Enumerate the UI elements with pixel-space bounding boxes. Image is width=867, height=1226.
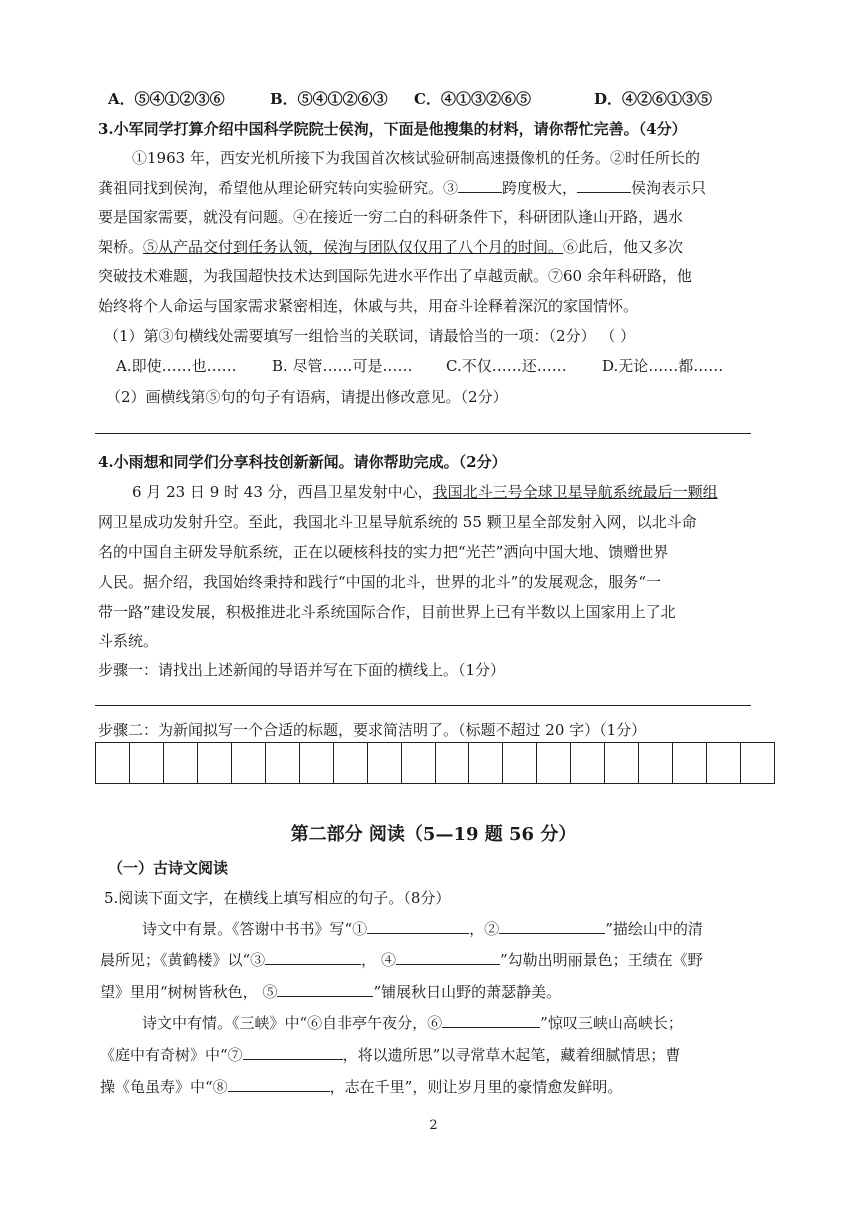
q4-line-1 (132, 482, 718, 502)
q5-blank-6[interactable] (442, 1013, 540, 1028)
q3-line-2-mid: 跨度极大， (502, 179, 578, 197)
q5-l1-a: 诗文中有景。《答谢中书书》写“① (142, 920, 368, 938)
option-b: B．⑤④①②⑥③ (270, 90, 388, 108)
q5-line-3 (100, 982, 561, 1002)
q4-line-2: 网卫星成功发射升空。至此，我国北斗卫星导航系统的 55 颗卫星全部发射入网，以北斗命 (98, 513, 697, 531)
q5-l6-a: 操《龟虽寿》中“⑧ (100, 1078, 228, 1096)
q3-line-4-start: 架桥。 (98, 238, 144, 256)
q5-heading: 5.阅读下面文字，在横线上填写相应的句子。（8分） (104, 889, 451, 907)
q5-l4-a: 诗文中有情。《三峡》中“⑥自非亭午夜分，⑥ (142, 1014, 443, 1032)
q5-line-6 (100, 1077, 622, 1097)
q5-line-2 (100, 950, 703, 970)
page-number: 2 (429, 1118, 438, 1133)
q4-line-3: 名的中国自主研发导航系统，正在以硬核科技的实力把“光芒”洒向中国大地、馈赠世界 (98, 543, 669, 561)
q3-line-4-end: ⑥此后，他又多次 (563, 238, 684, 256)
q3-line-2-text: 龚祖同找到侯洵，希望他从理论研究转向实验研究。③ (98, 179, 459, 197)
section-heading: （一）古诗文阅读 (108, 859, 229, 877)
q3-choice-b: B. 尽管……可是…… (272, 357, 413, 375)
q5-l2-b: ， ④ (361, 951, 396, 969)
q5-blank-2[interactable] (499, 919, 605, 934)
q3-line-3: 要是国家需要，就没有问题。④在接近一穷二白的科研条件下，科研团队逢山开路，遇水 (98, 208, 684, 226)
q3-line-1: ①1963 年，西安光机所接下为我国首次核试验研制高速摄像机的任务。②时任所长的 (132, 149, 700, 167)
q3-blank-2[interactable] (577, 178, 631, 193)
title-writing-grid[interactable] (95, 742, 775, 784)
q3-answer-line[interactable] (95, 433, 751, 434)
q4-line-1-start: 6 月 23 日 9 时 43 分，西昌卫星发射中心， (132, 483, 433, 501)
q3-line-2 (98, 178, 706, 198)
q3-choice-c: C.不仅……还…… (446, 357, 567, 375)
q5-l1-c: ”描绘山中的清 (605, 920, 703, 938)
q3-line-5: 突破技术难题，为我国超快技术达到国际先进水平作出了卓越贡献。⑦60 余年科研路，他 (98, 267, 692, 285)
q3-line-4 (98, 237, 683, 257)
q5-l3-a: 望》里用“树树皆秋色， ⑤ (100, 983, 278, 1001)
q4-line-5: 带一路”建设发展，积极推进北斗系统国际合作，目前世界上已有半数以上国家用上了北 (98, 603, 676, 621)
q5-blank-1[interactable] (367, 919, 469, 934)
q3-line-6: 始终将个人命运与国家需求紧密相连，休戚与共，用奋斗诠释着深沉的家国情怀。 (98, 297, 639, 315)
q4-step-2: 步骤二：为新闻拟写一个合适的标题，要求简洁明了。（标题不超过 20 字）（1分） (98, 721, 647, 739)
q3-line-2-end: 侯洵表示只 (631, 179, 707, 197)
q3-heading: 3.小军同学打算介绍中国科学院院士侯洵，下面是他搜集的材料，请你帮忙完善。（4分） (98, 120, 687, 138)
q4-line-4: 人民。据介绍，我国始终秉持和践行“中国的北斗，世界的北斗”的发展观念，服务“一 (98, 573, 662, 591)
q5-blank-3[interactable] (265, 950, 361, 965)
option-d: D．④②⑥①③⑤ (594, 90, 713, 108)
q5-l2-a: 晨所见；《黄鹤楼》以“③ (100, 951, 266, 969)
q5-blank-4[interactable] (396, 950, 500, 965)
q5-line-5 (100, 1045, 680, 1065)
q5-l1-b: ，② (469, 920, 500, 938)
q4-step-1: 步骤一：请找出上述新闻的导语并写在下面的横线上。（1分） (98, 661, 506, 679)
q3-sub-1: （1）第③句横线处需要填写一组恰当的关联词，请最恰当的一项：（2分） （ ） (104, 327, 636, 345)
q4-lead-underlined: 我国北斗三号全球卫星导航系统最后一颗组 (432, 483, 718, 501)
q4-line-6: 斗系统。 (98, 632, 159, 650)
option-c: C．④①③②⑥⑤ (414, 90, 531, 108)
option-a: A．⑤④①②③⑥ (108, 90, 225, 108)
part-2-title: 第二部分 阅读（5—19 题 56 分） (290, 824, 577, 845)
q5-line-1 (142, 919, 703, 939)
q5-line-4 (142, 1013, 683, 1033)
q4-answer-line[interactable] (95, 705, 751, 706)
q5-blank-5[interactable] (277, 982, 373, 997)
q5-blank-8[interactable] (228, 1077, 330, 1092)
q3-choice-d: D.无论……都…… (602, 357, 724, 375)
q5-blank-7[interactable] (243, 1045, 343, 1060)
q5-l3-b: ”铺展秋日山野的萧瑟静美。 (373, 983, 562, 1001)
q3-sub-2: （2）画横线第⑤句的句子有语病，请提出修改意见。（2分） (106, 388, 508, 406)
q5-l4-b: ”惊叹三峡山高峡长； (540, 1014, 683, 1032)
q5-l5-b: ，将以遗所思”以寻常草木起笔，藏着细腻情思；曹 (342, 1046, 681, 1064)
q3-blank-1[interactable] (458, 178, 502, 193)
q4-heading: 4.小雨想和同学们分享科技创新新闻。请你帮助完成。（2分） (98, 453, 507, 471)
q5-l6-b: ，志在千里”，则让岁月里的豪情愈发鲜明。 (329, 1078, 623, 1096)
q5-l5-a: 《庭中有奇树》中“⑦ (100, 1046, 243, 1064)
q3-sentence-5-underlined: ⑤从产品交付到任务认领，侯洵与团队仅仅用了八个月的时间。 (143, 238, 564, 256)
q5-l2-c: ”勾勒出明丽景色；王绩在《野 (499, 951, 703, 969)
q3-choice-a: A.即使……也…… (116, 357, 237, 375)
